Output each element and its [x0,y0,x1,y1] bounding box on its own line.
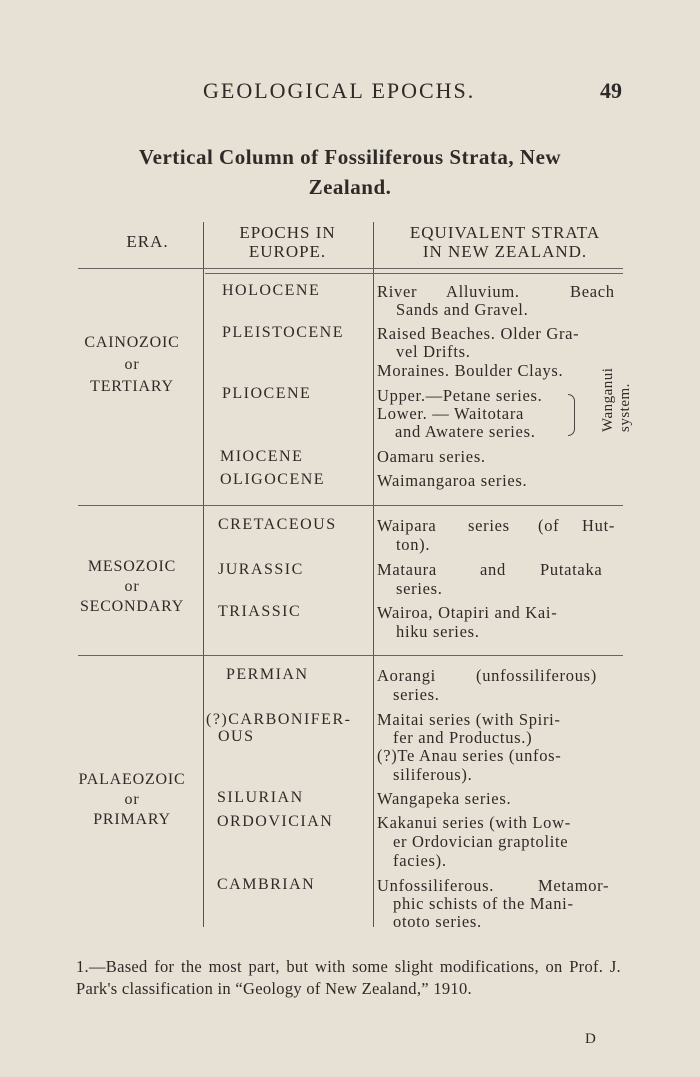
table-title [70,142,630,202]
table-title-line-1: Vertical Column of Fossiliferous Strata, New [138,145,562,169]
epoch-carboniferous-line-1: (?)CARBONIFER- [206,711,352,728]
header-era: ERA. [126,232,169,251]
strata-jurassic-mataura: Mataura [377,560,437,579]
strata-pliocene-line-3: and Awatere series. [395,422,536,441]
epoch-carboniferous-line-2: OUS [218,728,255,745]
strata-permian-aorangi: Aorangi [377,666,436,685]
strata-cretaceous-hut: Hut- [582,516,616,535]
strata-jurassic-and: and [480,560,506,579]
strata-carboniferous-line-2: fer and Productus.) [393,728,533,747]
strata-cretaceous-waipara: Waipara [377,516,437,535]
strata-ordovician-line-3: facies). [393,851,447,870]
strata-holocene-alluvium: Alluvium. [446,282,520,301]
era-palaeozoic-line-1: PALAEOZOIC [78,771,186,788]
strata-cretaceous-of: (of [538,516,560,535]
header-strata-line-1: EQUIVALENT STRATA [409,223,601,242]
epoch-cretaceous: CRETACEOUS [218,516,337,533]
strata-pleistocene-line-2: vel Drifts. [396,342,471,361]
strata-pleistocene-line-3: Moraines. Boulder Clays. [377,361,564,380]
epoch-silurian: SILURIAN [217,789,304,806]
column-divider-epoch [373,222,374,927]
era-palaeozoic [62,770,202,830]
strata-jurassic-putataka: Putataka [540,560,603,579]
strata-pliocene-line-1: Upper.—Petane series. [377,386,543,405]
era-mesozoic-line-3: SECONDARY [79,598,185,615]
era-cainozoic-line-1: CAINOZOIC [84,334,180,351]
running-head [0,78,700,108]
era-divider-cainozoic-mesozoic [78,505,623,506]
strata-oligocene: Waimangaroa series. [377,471,528,490]
strata-pleistocene-line-1: Raised Beaches. Older Gra- [377,324,580,343]
epoch-pliocene: PLIOCENE [222,385,312,402]
wanganui-label-line-1: Wanganui [600,367,616,432]
strata-pliocene-line-2: Lower. — Waitotara [377,404,525,423]
strata-carboniferous-line-3: (?)Te Anau series (unfos- [377,746,562,765]
era-cainozoic-line-3: TERTIARY [90,378,174,395]
epoch-holocene: HOLOCENE [222,282,321,299]
era-mesozoic-line-1: MESOZOIC [87,558,177,575]
epoch-triassic: TRIASSIC [218,603,302,620]
running-title: GEOLOGICAL EPOCHS. [203,78,476,103]
strata-cambrian-unfossiliferous: Unfossiliferous. [377,876,495,895]
epoch-pleistocene: PLEISTOCENE [222,324,344,341]
strata-carboniferous-line-4: siliferous). [393,765,473,784]
header-strata-line-2: IN NEW ZEALAND. [422,242,588,261]
strata-ordovician-line-1: Kakanui series (with Low- [377,813,571,832]
era-cainozoic [62,332,202,398]
epoch-jurassic: JURASSIC [218,561,304,578]
strata-cambrian-line-3: ototo series. [393,912,482,931]
epoch-ordovician: ORDOVICIAN [217,813,334,830]
table-title-line-2: Zealand. [308,175,392,199]
strata-jurassic-line-2: series. [396,579,443,598]
page-number: 49 [600,78,622,103]
era-mesozoic-line-2: or [124,578,140,595]
wanganui-label-line-2: system. [617,383,633,432]
epoch-permian: PERMIAN [226,666,309,683]
wanganui-brace [568,394,575,436]
strata-holocene-line-2: Sands and Gravel. [396,300,529,319]
strata-cretaceous-series: series [468,516,510,535]
era-cainozoic-line-2: or [124,356,140,373]
footnote: 1.—Based for the most part, but with some slight modifications, on Prof. J. Park's classification in “Geology of New Zealand,” 1910. [76,957,621,998]
strata-cretaceous-line-2: ton). [396,535,431,554]
header-rule [78,268,623,269]
column-divider-era [203,222,204,927]
strata-cambrian-metamor: Metamor- [538,876,610,895]
strata-permian-line-2: series. [393,685,440,704]
strata-holocene-beach: Beach [570,282,615,301]
era-palaeozoic-line-3: PRIMARY [93,811,171,828]
header-epochs-line-1: EPOCHS IN [239,223,336,242]
signature-mark: D [585,1031,596,1047]
header-rule-secondary [205,273,623,274]
strata-triassic-line-1: Wairoa, Otapiri and Kai- [377,603,558,622]
strata-miocene: Oamaru series. [377,447,486,466]
epoch-cambrian: CAMBRIAN [217,876,316,893]
strata-permian-unfossiliferous: (unfossiliferous) [476,666,597,685]
era-mesozoic [62,557,202,617]
wanganui-system-label [600,368,634,432]
epoch-oligocene: OLIGOCENE [220,471,326,488]
header-epochs [205,223,370,261]
header-epochs-line-2: EUROPE. [248,242,327,261]
strata-carboniferous-line-1: Maitai series (with Spiri- [377,710,561,729]
strata-silurian: Wangapeka series. [377,789,512,808]
strata-triassic-line-2: hiku series. [396,622,480,641]
strata-cambrian-line-2: phic schists of the Mani- [393,894,574,913]
header-strata [380,223,630,261]
era-divider-mesozoic-palaeozoic [78,655,623,656]
strata-holocene-river: River [377,282,418,301]
era-palaeozoic-line-2: or [124,791,140,808]
strata-ordovician-line-2: er Ordovician graptolite [393,832,569,851]
epoch-miocene: MIOCENE [220,448,304,465]
